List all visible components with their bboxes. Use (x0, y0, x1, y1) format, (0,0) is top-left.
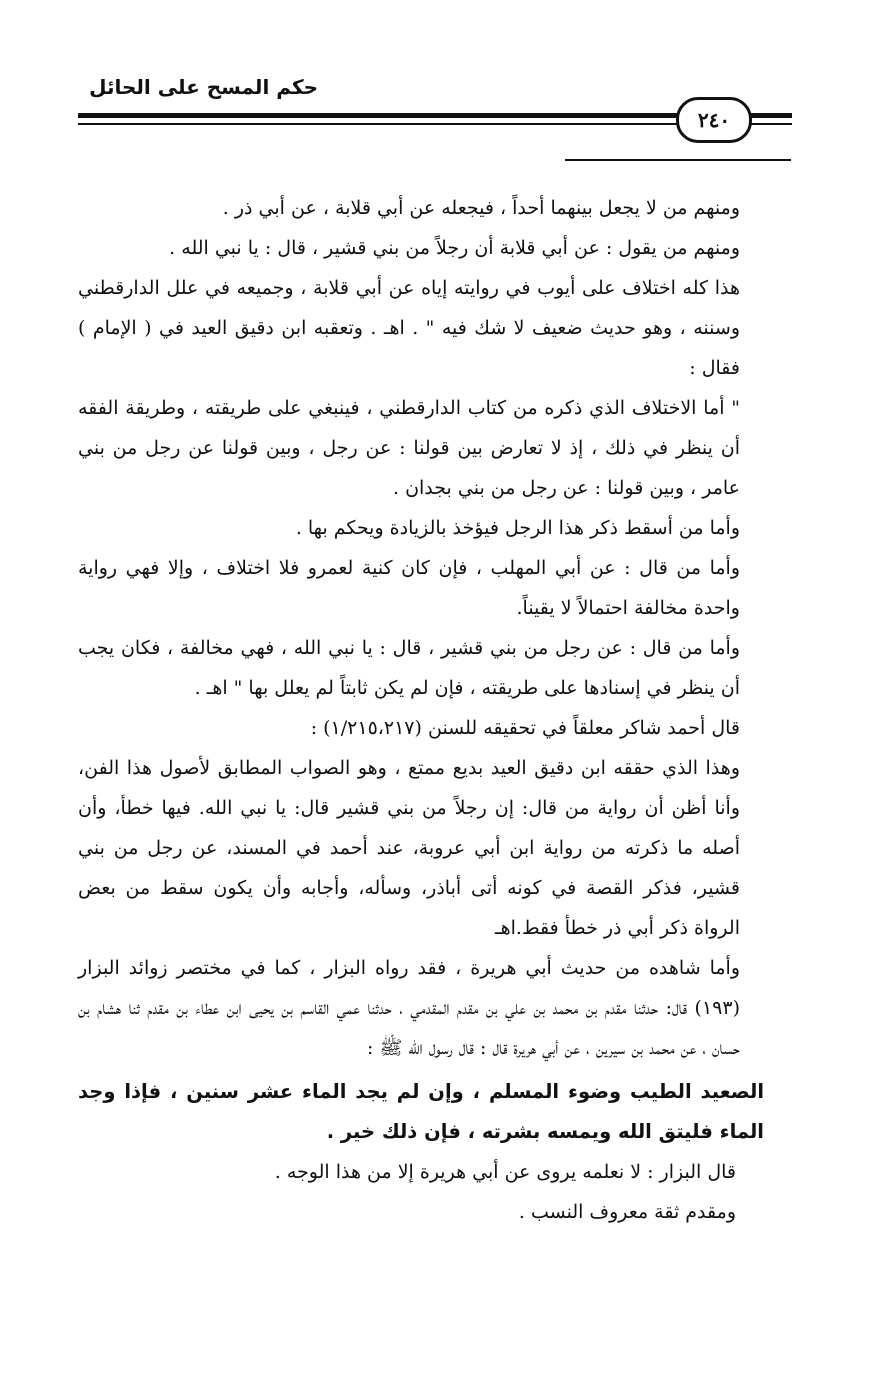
running-header-title: حكم المسح على الحائل (89, 75, 318, 99)
paragraph: وأما من أسقط ذكر هذا الرجل فيؤخذ بالزيادة ويحكم بها . (295, 517, 740, 539)
paragraph: هذا كله اختلاف على أيوب في روايته إياه عن أبي قلابة ، وجميعه في علل الدارقطني وسننه ، وهو حديث ضعيف لا شك فيه " . اهـ . وتعقبه ابن دقيق العيد في ( الإمام ) فقال : (78, 277, 740, 379)
page-number-badge: ٢٤٠ (676, 97, 752, 143)
paragraph: وأما شاهده من حديث أبي هريرة ، فقد رواه البزار ، كما في مختصر زوائد البزار (١٩٣) قال: حدثنا مقدم بن محمد بن علي بن مقدم المقدمي ، حدثنا عمي القاسم بن يحيى ابن عطاء بن مقدم ثنا هشام بن حسان ، عن محمد بن سيرين ، عن أبي هريرة قال : قال رسول الله ﷺ : (78, 957, 740, 1059)
paragraph: وهذا الذي حققه ابن دقيق العيد بديع ممتع ، وهو الصواب المطابق لأصول هذا الفن، وأنا أظن أن رواية من قال: إن رجلاً من بني قشير قال: يا نبي الله. فيها خطأ، وأن أصله ما ذكرته من رواية ابن أبي عروبة، عند أحمد في المسند، عن رجل من بني قشير، فذكر القصة في كونه أتى أباذر، وسأله، وأجابه وأن يكون سقط من بعض الرواة ذكر أبي ذر خطأ فقط.اهـ (78, 757, 740, 939)
body-text (78, 188, 792, 1232)
quote-paragraph: " أما الاختلاف الذي ذكره من كتاب الدارقطني ، فينبغي على طريقته ، وطريقة الفقه أن ينظر في ذلك ، إذ لا تعارض بين قولنا : عن رجل ، وبين قولنا عن رجل من بني عامر ، وبين قولنا : عن رجل من بني بجدان . (78, 397, 740, 499)
paragraph: ومنهم من لا يجعل بينهما أحداً ، فيجعله عن أبي قلابة ، عن أبي ذر . (222, 197, 740, 219)
paragraph: وأما من قال : عن رجل من بني قشير ، قال : يا نبي الله ، فهي مخالفة ، فكان يجب أن ينظر في إسنادها على طريقته ، فإن لم يكن ثابتاً لم يعلل بها " اهـ . (78, 637, 740, 699)
paragraph: ومقدم ثقة معروف النسب . (518, 1201, 736, 1223)
paragraph: قال أحمد شاكر معلقاً في تحقيقه للسنن (١/٢١٥،٢١٧) : (310, 717, 740, 739)
paragraph: قال البزار : لا نعلمه يروى عن أبي هريرة إلا من هذا الوجه . (274, 1161, 736, 1183)
paragraph: وأما من قال : عن أبي المهلب ، فإن كان كنية لعمرو فلا اختلاف ، وإلا فهي رواية واحدة مخالفة احتمالاً لا يقيناً. (78, 557, 740, 619)
separator-rule (565, 159, 791, 161)
paragraph: ومنهم من يقول : عن أبي قلابة أن رجلاً من بني قشير ، قال : يا نبي الله . (169, 237, 740, 259)
hadith-text: الصعيد الطيب وضوء المسلم ، وإن لم يجد الماء عشر سنين ، فإذا وجد الماء فليتق الله ويمسه بشرته ، فإن ذلك خير . (78, 1080, 764, 1143)
